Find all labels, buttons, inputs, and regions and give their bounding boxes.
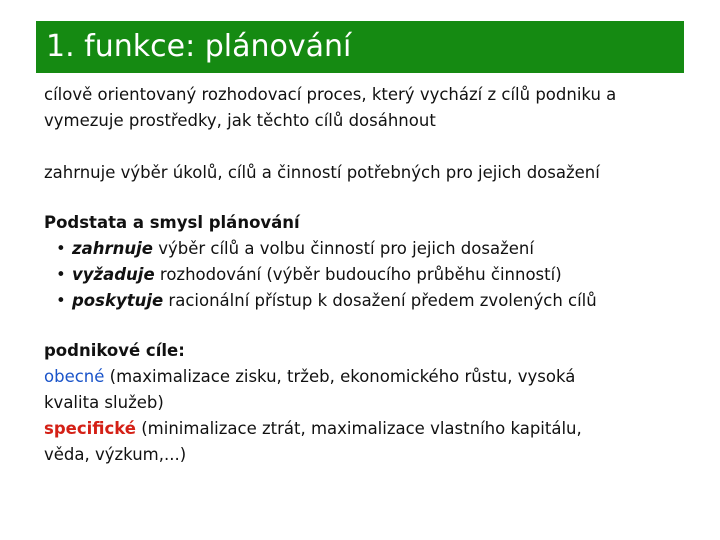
specific-goals-text: (minimalizace ztrát, maximalizace vlastního kapitálu, [136, 419, 582, 438]
bullet-icon: • [56, 265, 66, 284]
general-goals-label: obecné [44, 367, 105, 386]
bullet-icon: • [56, 239, 66, 258]
specific-goals-label: specifické [44, 419, 136, 438]
goals-heading: podnikové cíle: [44, 341, 185, 360]
essence-item-keyword: vyžaduje [72, 265, 155, 284]
definition-line-1: cílově orientovaný rozhodovací proces, který vychází z cílů podniku a [44, 85, 617, 104]
essence-item [44, 262, 684, 288]
general-goals-line-2: kvalita služeb) [44, 393, 164, 412]
essence-item [44, 288, 684, 314]
essence-item-text: výběr cílů a volbu činností pro jejich dosažení [152, 239, 534, 258]
general-goals-text: (maximalizace zisku, tržeb, ekonomického růstu, vysoká [104, 367, 576, 386]
essence-item [44, 236, 684, 262]
essence-item-text: rozhodování (výběr budoucího průběhu činností) [154, 265, 562, 284]
title-bar [36, 21, 684, 73]
specific-goals-line [44, 416, 684, 442]
definition-line-2: vymezuje prostředky, jak těchto cílů dosáhnout [44, 111, 436, 130]
specific-goals-line-2: věda, výzkum,...) [44, 445, 187, 464]
general-goals-line [44, 364, 684, 390]
bullet-icon: • [56, 291, 66, 310]
includes-text: zahrnuje výběr úkolů, cílů a činností potřebných pro jejich dosažení [44, 163, 600, 182]
page-title: 1. funkce: plánování [46, 29, 352, 64]
essence-item-keyword: poskytuje [72, 291, 164, 310]
slide-content [44, 82, 684, 468]
essence-item-keyword: zahrnuje [72, 239, 153, 258]
essence-item-text: racionální přístup k dosažení předem zvolených cílů [163, 291, 597, 310]
essence-heading: Podstata a smysl plánování [44, 213, 300, 232]
